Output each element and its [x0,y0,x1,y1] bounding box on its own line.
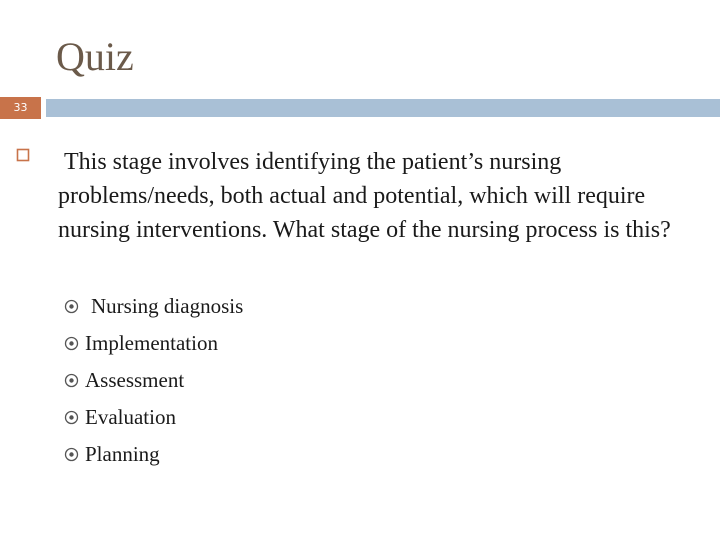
circled-dot-icon [64,299,79,314]
option-item[interactable] [64,436,243,473]
option-item[interactable] [64,399,243,436]
option-label: Evaluation [85,405,176,429]
title-divider-bar [46,99,720,117]
option-label: Planning [85,442,160,466]
slide-title: Quiz [56,34,134,79]
slide-number: 33 [0,97,41,119]
answer-options-list [64,288,243,473]
option-item[interactable] [64,288,243,325]
circled-dot-icon [64,373,79,388]
option-item[interactable] [64,362,243,399]
option-label: Implementation [85,331,218,355]
circled-dot-icon [64,447,79,462]
hollow-square-icon [16,148,30,162]
question-text: This stage involves identifying the patient’s nursing problems/needs, both actual and potential, which will require nursing interventions. What stage of the nursing process is this? [58,149,671,243]
option-item[interactable] [64,325,243,362]
circled-dot-icon [64,336,79,351]
option-label: Assessment [85,368,185,392]
option-label: Nursing diagnosis [91,294,244,318]
circled-dot-icon [64,410,79,425]
